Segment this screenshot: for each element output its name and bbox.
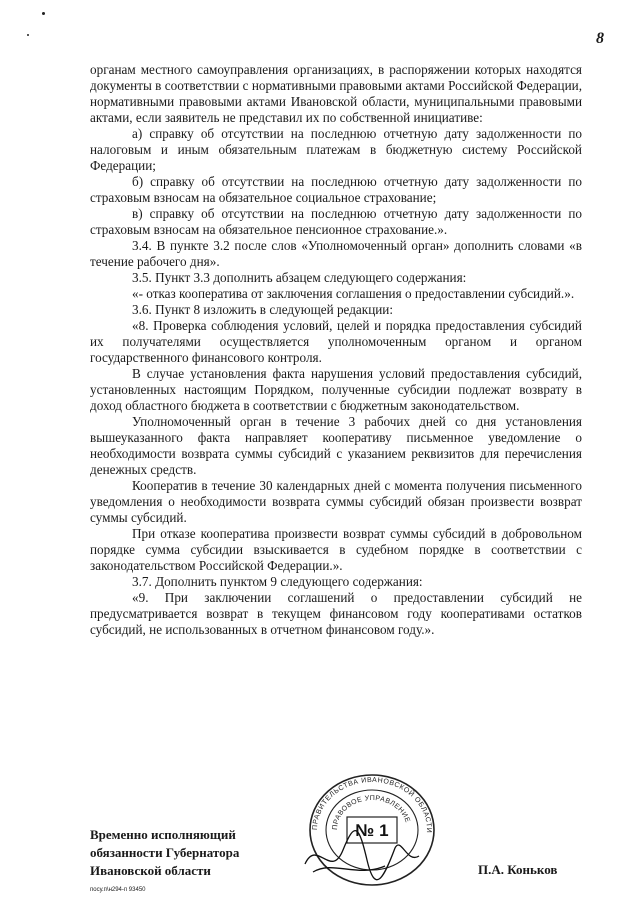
paragraph: 3.7. Дополнить пунктом 9 следующего содержания:	[132, 574, 423, 589]
paragraph: Кооператив в течение 30 календарных дней с момента получения письменного уведомления о необходимости возврата суммы субсидий обязан произвести возврат суммы субсидий.	[90, 478, 582, 525]
paragraph: в) справку об отсутствии на последнюю отчетную дату задолженности по страховым взносам на обязательное пенсионное страхование.».	[90, 206, 582, 237]
page-number: 8	[596, 30, 604, 47]
document-reference: посу.п\н294-п 93450	[90, 887, 146, 893]
paragraph: «9. При заключении соглашений о предоставлении субсидий не предусматривается возврат в текущем финансовом году кооперативами остатков субсидий, не использованных в отчетном финансовом году.».	[90, 590, 582, 637]
paragraph: 3.4. В пункте 3.2 после слов «Уполномоченный орган» дополнить словами «в течение рабочего дня».	[90, 238, 582, 269]
paragraph: 3.5. Пункт 3.3 дополнить абзацем следующего содержания:	[132, 270, 467, 285]
paragraph: б) справку об отсутствии на последнюю отчетную дату задолженности по страховым взносам на обязательное социальное страхование;	[90, 174, 582, 205]
scan-speck	[42, 12, 45, 15]
paragraph: Уполномоченный орган в течение 3 рабочих дней со дня установления вышеуказанного факта направляет кооперативу письменное уведомление о необходимости возврата суммы субсидий с указанием реквизитов для перечисления денежных средств.	[90, 414, 582, 477]
signatory-name: П.А. Коньков	[478, 862, 558, 877]
paragraph: а) справку об отсутствии на последнюю отчетную дату задолженности по налоговым и иным обязательным платежам в бюджетную систему Российской Федерации;	[90, 126, 582, 173]
paragraph: органам местного самоуправления организациях, в распоряжении которых находятся документы в соответствии с нормативными правовыми актами Российской Федерации, нормативными правовыми актами Ивановской области, муниципальными правовыми актами, если заявитель не представил их по собственной инициативе:	[90, 62, 582, 125]
stamp-outer-text: ПРАВИТЕЛЬСТВА ИВАНОВСКОЙ ОБЛАСТИ	[311, 776, 433, 834]
stamp-number: № 1	[355, 821, 389, 840]
paragraph: В случае установления факта нарушения условий предоставления субсидий, установленных настоящим Порядком, полученные субсидии подлежат возврату в доход областного бюджета в соответствии с бюджетным законодательством.	[90, 366, 582, 413]
signatory-title-line: Временно исполняющий	[90, 827, 236, 842]
paragraph: 3.6. Пункт 8 изложить в следующей редакции:	[132, 302, 394, 317]
stamp-inner-text: ПРАВОВОЕ УПРАВЛЕНИЕ	[331, 794, 411, 831]
paragraph: При отказе кооператива произвести возврат суммы субсидий в добровольном порядке сумма субсидии взыскивается в судебном порядке в соответствии с законодательством Российской Федерации.».	[90, 526, 582, 573]
paragraph: «8. Проверка соблюдения условий, целей и порядка предоставления субсидий их получателями осуществляется уполномоченным органом и органом государственного финансового контроля.	[90, 318, 582, 365]
paragraph: «- отказ кооператива от заключения соглашения о предоставлении субсидий.».	[132, 286, 575, 301]
signatory-title	[90, 826, 239, 880]
signatory-title-line: Ивановской области	[90, 863, 211, 878]
signatory-title-line: обязанности Губернатора	[90, 845, 240, 860]
official-stamp	[297, 768, 447, 893]
scan-speck	[27, 34, 29, 36]
document-body	[90, 62, 582, 638]
